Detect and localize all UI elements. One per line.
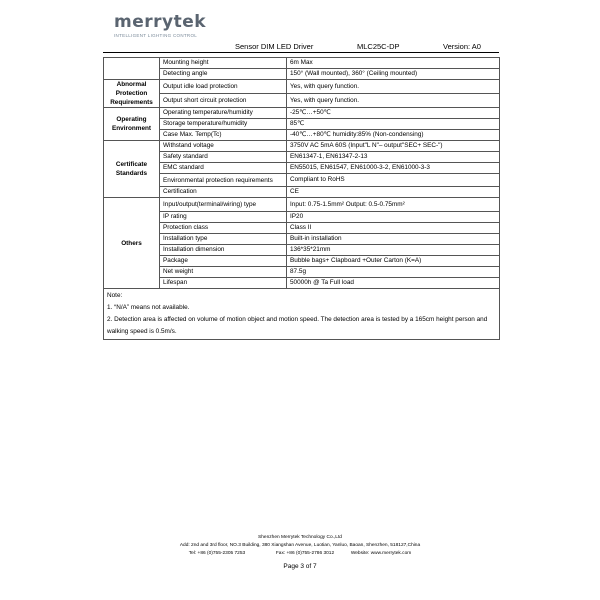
param-cell: Installation dimension	[160, 245, 287, 256]
model-number: MLC25C-DP	[357, 42, 400, 51]
category-cell-empty	[104, 58, 160, 80]
table-row	[104, 80, 500, 94]
param-cell: Certification	[160, 187, 287, 198]
footer-fax: Fax: +86 (0)755-2786 3012	[275, 551, 335, 556]
param-cell: Lifespan	[160, 278, 287, 289]
table-row	[104, 69, 500, 80]
param-cell: EMC standard	[160, 163, 287, 174]
param-cell: Net weight	[160, 267, 287, 278]
table-row	[104, 187, 500, 198]
table-row	[104, 223, 500, 234]
company-logo	[114, 14, 206, 38]
notes-row	[104, 289, 500, 340]
value-cell: 136*35*21mm	[287, 245, 500, 256]
footer-tel: Tel: +86 (0)755-2305 7253	[188, 551, 246, 556]
value-cell: Compliant to RoHS	[287, 174, 500, 187]
note-2: 2. Detection area is affected on volume of motion object and motion speed. The detection area is tested by a 165cm height person and walking speed is 0.5m/s.	[107, 316, 488, 335]
param-cell: Installation type	[160, 234, 287, 245]
value-cell: Built-in installation	[287, 234, 500, 245]
param-cell: Storage temperature/humidity	[160, 119, 287, 130]
table-row	[104, 163, 500, 174]
category-others: Others	[104, 198, 160, 289]
table-row	[104, 174, 500, 187]
specification-table	[103, 57, 500, 340]
param-cell: Withstand voltage	[160, 141, 287, 152]
param-cell: Mounting height	[160, 58, 287, 69]
table-row	[104, 152, 500, 163]
value-cell: 3750V AC 5mA 60S (Input"L N"– output"SEC+ SEC-")	[287, 141, 500, 152]
logo-text: merrytek	[114, 12, 207, 32]
value-cell: Yes, with query function.	[287, 94, 500, 108]
value-cell: 50000h @ Ta Full load	[287, 278, 500, 289]
table-row	[104, 119, 500, 130]
category-operating-environment: Operating Environment	[104, 108, 160, 141]
value-cell: 150° (Wall mounted), 360° (Ceiling mounted)	[287, 69, 500, 80]
value-cell: EN61347-1, EN61347-2-13	[287, 152, 500, 163]
value-cell: 6m Max	[287, 58, 500, 69]
param-cell: Output short circuit protection	[160, 94, 287, 108]
param-cell: Case Max. Temp(Tc)	[160, 130, 287, 141]
param-cell: Operating temperature/humidity	[160, 108, 287, 119]
value-cell: 87.5g	[287, 267, 500, 278]
table-row	[104, 212, 500, 223]
table-row	[104, 234, 500, 245]
table-row	[104, 278, 500, 289]
value-cell: Class II	[287, 223, 500, 234]
document-title: Sensor DIM LED Driver	[235, 42, 314, 51]
category-certificate-standards: Certificate Standards	[104, 141, 160, 198]
param-cell: IP rating	[160, 212, 287, 223]
table-row	[104, 94, 500, 108]
value-cell: Bubble bags+ Clapboard +Outer Carton (K=A)	[287, 256, 500, 267]
param-cell: Protection class	[160, 223, 287, 234]
footer-contact	[0, 551, 600, 556]
value-cell: 85℃	[287, 119, 500, 130]
table-row	[104, 108, 500, 119]
param-cell: Safety standard	[160, 152, 287, 163]
value-cell: IP20	[287, 212, 500, 223]
param-cell: Detecting angle	[160, 69, 287, 80]
version-label: Version: A0	[443, 42, 481, 51]
table-row	[104, 256, 500, 267]
table-row	[104, 198, 500, 212]
logo-tagline: INTELLIGENT LIGHTING CONTROL	[114, 33, 198, 38]
page-number: Page 3 of 7	[283, 563, 317, 570]
table-row	[104, 58, 500, 69]
value-cell: -25℃…+50℃	[287, 108, 500, 119]
value-cell: Input: 0.75-1.5mm² Output: 0.5-0.75mm²	[287, 198, 500, 212]
table-row	[104, 267, 500, 278]
notes-cell	[104, 289, 500, 340]
value-cell: Yes, with query function.	[287, 80, 500, 94]
note-1: 1. “N/A” means not available.	[107, 304, 190, 311]
param-cell: Environmental protection requirements	[160, 174, 287, 187]
value-cell: -40℃…+80℃ humidity:85% (Non-condensing)	[287, 130, 500, 141]
notes-title: Note:	[107, 292, 123, 299]
value-cell: CE	[287, 187, 500, 198]
param-cell: Package	[160, 256, 287, 267]
category-abnormal-protection: Abnormal Protection Requirements	[104, 80, 160, 108]
table-row	[104, 245, 500, 256]
param-cell: Output idle load protection	[160, 80, 287, 94]
table-row	[104, 130, 500, 141]
param-cell: Input/output(terminal/wiring) type	[160, 198, 287, 212]
footer-website: Website: www.merrytek.com	[350, 551, 412, 556]
value-cell: EN55015, EN61547, EN61000-3-2, EN61000-3-3	[287, 163, 500, 174]
table-row	[104, 141, 500, 152]
footer-address: Add: 2nd and 3rd floor, NO.3 Building, 380 Xiangshan Avenue, Luotian, Yanluo, Baoan, Shenzhen, 518127,China	[179, 543, 421, 548]
header-divider	[103, 52, 499, 53]
footer-company: Shenzhen Merrytek Technology Co.,Ltd	[258, 535, 342, 540]
